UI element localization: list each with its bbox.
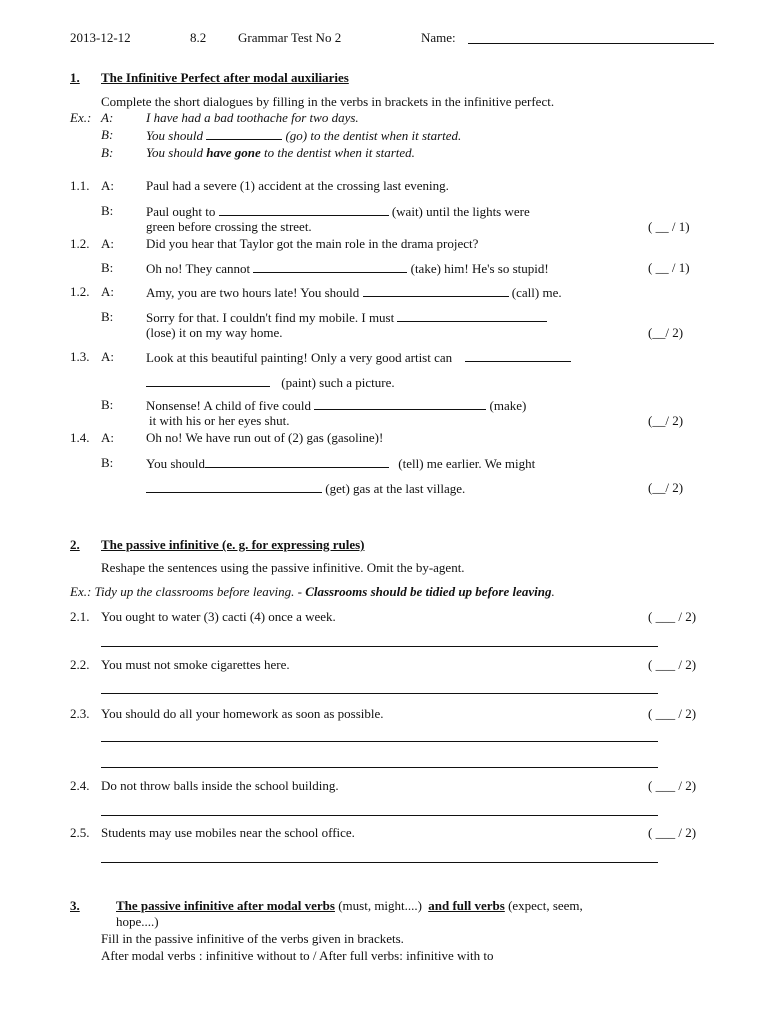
answer-blank[interactable]	[146, 480, 322, 493]
section3-title-part1: The passive infinitive after modal verbs	[116, 898, 335, 913]
answer-line[interactable]	[101, 767, 658, 768]
item-number: 1.1.	[70, 178, 90, 193]
name-label: Name:	[421, 30, 456, 45]
speaker-a: A:	[101, 236, 114, 251]
dialogue-b-sentence	[146, 397, 526, 413]
exercise-number: 2.4.	[70, 778, 90, 793]
dialogue-b-post: (wait) until the lights were	[391, 204, 530, 219]
section3-instruction2: After modal verbs : infinitive without to / After full verbs: infinitive with to	[101, 948, 494, 963]
dialogue-a-sentence	[146, 349, 571, 365]
dialogue-b-pre: Sorry for that. I couldn't find my mobile. I must	[146, 310, 395, 325]
dialogue-a-sentence	[146, 284, 562, 300]
exercise-sentence: You must not smoke cigarettes here.	[101, 657, 290, 672]
dialogue-b-sentence	[146, 260, 549, 276]
section2-example	[70, 584, 555, 599]
answer-blank[interactable]	[314, 397, 486, 410]
item-number: 1.3.	[70, 349, 90, 364]
dialogue-b-sentence	[146, 309, 547, 325]
score-box: (__/ 2)	[648, 480, 684, 495]
example-b2-answer: have gone	[206, 145, 261, 160]
dialogue-a-line2-text: (paint) such a picture.	[281, 375, 395, 390]
example-b-post: (go) to the dentist when it started.	[285, 128, 462, 143]
section3-paren2: (expect, seem,	[508, 898, 583, 913]
score-box: ( __ / 1)	[648, 260, 690, 275]
answer-blank[interactable]	[253, 260, 407, 273]
answer-line[interactable]	[101, 862, 658, 863]
example-b-sentence	[146, 127, 461, 143]
section3-paren2-line2: hope....)	[116, 914, 159, 929]
dialogue-b-pre: Paul ought to	[146, 204, 216, 219]
speaker-a: A:	[101, 349, 114, 364]
example-b2-pre: You should	[146, 145, 203, 160]
example-answer: Classrooms should be tidied up before leaving	[305, 584, 552, 599]
item-number: 1.4.	[70, 430, 90, 445]
speaker-a: A:	[101, 430, 114, 445]
example-b2-sentence	[146, 145, 415, 160]
dialogue-b-post: (take) him! He's so stupid!	[410, 261, 549, 276]
score-box: (__/ 2)	[648, 413, 684, 428]
speaker-a: A:	[101, 178, 114, 193]
score-box: ( ___ / 2)	[648, 706, 697, 721]
example-speaker-a: A:	[101, 110, 114, 125]
score-box: ( ___ / 2)	[648, 778, 697, 793]
dialogue-b-line2: it with his or her eyes shut.	[149, 413, 290, 428]
section2-number: 2.	[70, 537, 80, 552]
example-blank	[206, 127, 282, 140]
exercise-number: 2.1.	[70, 609, 90, 624]
answer-line[interactable]	[101, 693, 658, 694]
example-speaker-b: B:	[101, 127, 114, 142]
score-box: ( ___ / 2)	[648, 609, 697, 624]
section1-instruction: Complete the short dialogues by filling in the verbs in brackets in the infinitive perfect.	[101, 94, 555, 109]
section3-paren1: (must, might....)	[338, 898, 422, 913]
answer-line[interactable]	[101, 646, 658, 647]
dialogue-a-pre: Amy, you are two hours late! You should	[146, 285, 360, 300]
section3-title-part2: and full verbs	[428, 898, 505, 913]
answer-blank[interactable]	[205, 455, 389, 468]
exercise-number: 2.2.	[70, 657, 90, 672]
name-field[interactable]	[468, 43, 714, 44]
example-b2-post: to the dentist when it started.	[264, 145, 415, 160]
item-number: 1.2.	[70, 236, 90, 251]
dialogue-a-text: Paul had a severe (1) accident at the crossing last evening.	[146, 178, 449, 193]
section1-number: 1.	[70, 70, 80, 85]
section2-title: The passive infinitive (e. g. for expressing rules)	[101, 537, 365, 552]
section1-title: The Infinitive Perfect after modal auxiliaries	[101, 70, 349, 85]
exercise-sentence: Do not throw balls inside the school building.	[101, 778, 339, 793]
answer-blank[interactable]	[146, 374, 270, 387]
header-class: 8.2	[190, 30, 207, 45]
speaker-b: B:	[101, 260, 114, 275]
dialogue-a-text: Oh no! We have run out of (2) gas (gasoline)!	[146, 430, 384, 445]
dialogue-b-pre: Nonsense! A child of five could	[146, 398, 311, 413]
dialogue-a-line2	[146, 374, 395, 390]
speaker-b: B:	[101, 203, 114, 218]
dialogue-a-post: (call) me.	[511, 285, 562, 300]
dialogue-b-line2-text: (get) gas at the last village.	[325, 481, 466, 496]
item-number: 1.2.	[70, 284, 90, 299]
exercise-sentence: You should do all your homework as soon as possible.	[101, 706, 384, 721]
example-b-pre: You should	[146, 128, 203, 143]
speaker-b: B:	[101, 455, 114, 470]
exercise-sentence: Students may use mobiles near the school office.	[101, 825, 355, 840]
score-box: (__/ 2)	[648, 325, 684, 340]
dialogue-b-post: (make)	[489, 398, 527, 413]
dialogue-b-pre: Oh no! They cannot	[146, 261, 251, 276]
speaker-b: B:	[101, 309, 114, 324]
example-a-text: I have had a bad toothache for two days.	[146, 110, 359, 125]
dialogue-b-post: (tell) me earlier. We might	[398, 456, 536, 471]
answer-blank[interactable]	[363, 284, 509, 297]
dialogue-b-line2	[146, 480, 465, 496]
exercise-number: 2.3.	[70, 706, 90, 721]
section2-instruction: Reshape the sentences using the passive infinitive. Omit the by-agent.	[101, 560, 465, 575]
dialogue-b-line2: green before crossing the street.	[146, 219, 312, 234]
example-end: .	[551, 584, 555, 599]
example-speaker-b2: B:	[101, 145, 114, 160]
exercise-number: 2.5.	[70, 825, 90, 840]
score-box: ( ___ / 2)	[648, 657, 697, 672]
header-date: 2013-12-12	[70, 30, 131, 45]
example-label: Ex.:	[70, 584, 92, 599]
dialogue-b-sentence	[146, 455, 535, 471]
dialogue-b-line2: (lose) it on my way home.	[146, 325, 283, 340]
exercise-sentence: You ought to water (3) cacti (4) once a week.	[101, 609, 336, 624]
dialogue-a-pre: Look at this beautiful painting! Only a very good artist can	[146, 350, 453, 365]
section3-title	[116, 898, 583, 913]
dialogue-b-pre: You should	[146, 456, 206, 471]
answer-line[interactable]	[101, 815, 658, 816]
answer-line[interactable]	[101, 741, 658, 742]
section3-number-text: 3.	[70, 898, 80, 913]
dialogue-a-text: Did you hear that Taylor got the main role in the drama project?	[146, 236, 479, 251]
section3-number	[70, 898, 116, 913]
speaker-b: B:	[101, 397, 114, 412]
score-box: ( __ / 1)	[648, 219, 690, 234]
answer-blank[interactable]	[465, 349, 571, 362]
speaker-a: A:	[101, 284, 114, 299]
example-label: Ex.:	[70, 110, 92, 125]
example-separator: -	[297, 584, 302, 599]
example-text: Tidy up the classrooms before leaving.	[94, 584, 295, 599]
dialogue-b-sentence	[146, 203, 530, 219]
answer-blank[interactable]	[397, 309, 547, 322]
section3-instruction1: Fill in the passive infinitive of the verbs given in brackets.	[101, 931, 404, 946]
answer-blank[interactable]	[219, 203, 389, 216]
header-title: Grammar Test No 2	[238, 30, 342, 45]
score-box: ( ___ / 2)	[648, 825, 697, 840]
